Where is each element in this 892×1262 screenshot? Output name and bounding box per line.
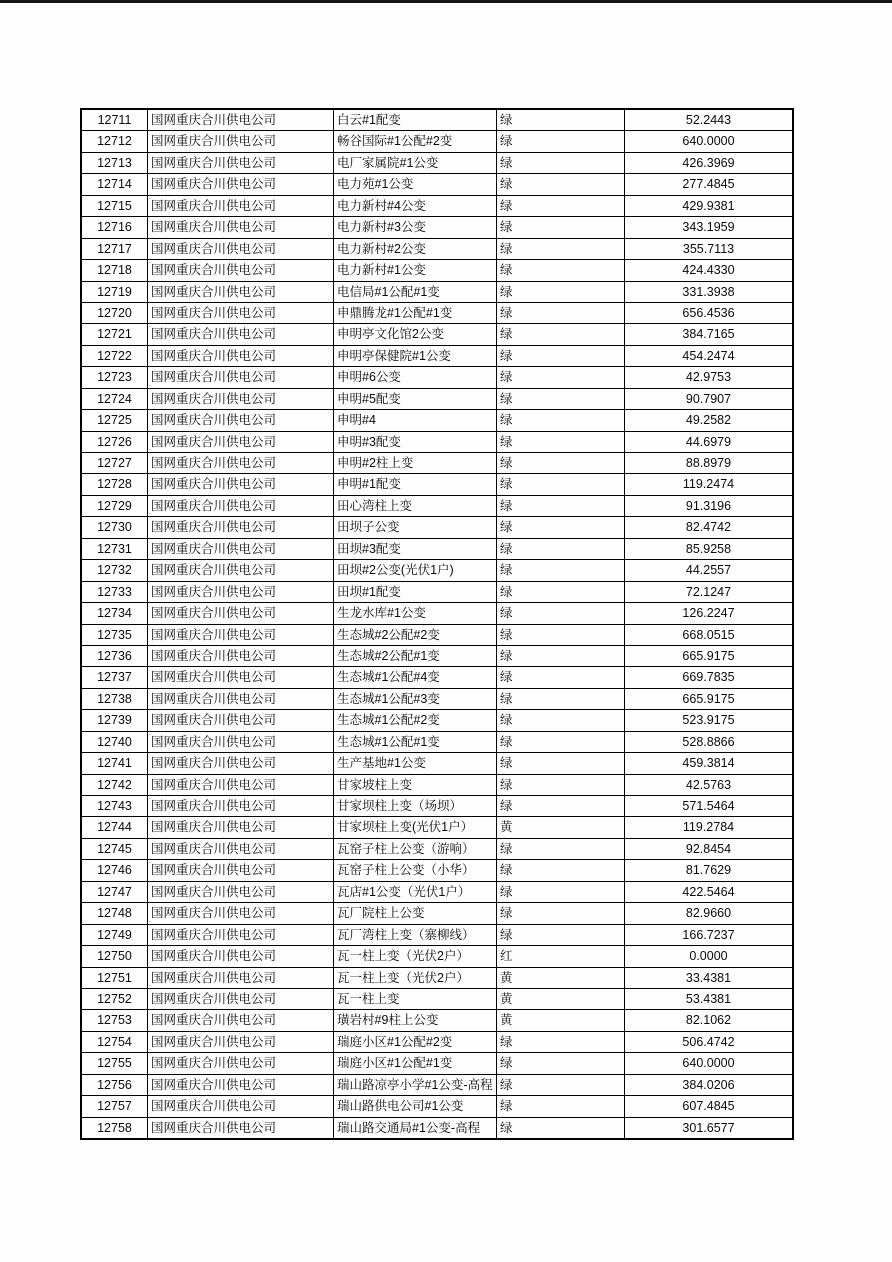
cell-company: 国网重庆合川供电公司 xyxy=(148,174,334,195)
cell-name: 电力新村#1公变 xyxy=(334,260,497,281)
cell-name: 瑞山路交通局#1公变-高程 xyxy=(334,1117,497,1139)
cell-company: 国网重庆合川供电公司 xyxy=(148,495,334,516)
cell-company: 国网重庆合川供电公司 xyxy=(148,1031,334,1052)
table-row xyxy=(81,603,793,624)
cell-id: 12724 xyxy=(81,388,148,409)
cell-status: 绿 xyxy=(497,903,625,924)
cell-company: 国网重庆合川供电公司 xyxy=(148,667,334,688)
cell-status: 绿 xyxy=(497,367,625,388)
cell-company: 国网重庆合川供电公司 xyxy=(148,281,334,302)
cell-id: 12755 xyxy=(81,1053,148,1074)
cell-name: 电力新村#3公变 xyxy=(334,217,497,238)
cell-company: 国网重庆合川供电公司 xyxy=(148,731,334,752)
table-row xyxy=(81,581,793,602)
cell-status: 绿 xyxy=(497,538,625,559)
cell-name: 瓦窑子柱上公变（小华） xyxy=(334,860,497,881)
cell-status: 黄 xyxy=(497,988,625,1009)
cell-name: 申明#4 xyxy=(334,410,497,431)
cell-status: 绿 xyxy=(497,388,625,409)
cell-value: 669.7835 xyxy=(625,667,794,688)
cell-company: 国网重庆合川供电公司 xyxy=(148,260,334,281)
cell-id: 12748 xyxy=(81,903,148,924)
cell-company: 国网重庆合川供电公司 xyxy=(148,1010,334,1031)
cell-value: 90.7907 xyxy=(625,388,794,409)
cell-status: 黄 xyxy=(497,817,625,838)
cell-name: 生态城#1公配#3变 xyxy=(334,688,497,709)
cell-company: 国网重庆合川供电公司 xyxy=(148,195,334,216)
cell-company: 国网重庆合川供电公司 xyxy=(148,581,334,602)
cell-company: 国网重庆合川供电公司 xyxy=(148,924,334,945)
cell-status: 绿 xyxy=(497,174,625,195)
cell-company: 国网重庆合川供电公司 xyxy=(148,967,334,988)
table-row xyxy=(81,1074,793,1095)
table-row xyxy=(81,495,793,516)
cell-status: 绿 xyxy=(497,302,625,323)
cell-status: 绿 xyxy=(497,474,625,495)
cell-value: 607.4845 xyxy=(625,1096,794,1117)
cell-name: 电厂家属院#1公变 xyxy=(334,152,497,173)
cell-name: 生态城#1公配#1变 xyxy=(334,731,497,752)
cell-company: 国网重庆合川供电公司 xyxy=(148,345,334,366)
cell-id: 12734 xyxy=(81,603,148,624)
cell-id: 12729 xyxy=(81,495,148,516)
table-row xyxy=(81,388,793,409)
cell-id: 12728 xyxy=(81,474,148,495)
cell-value: 571.5464 xyxy=(625,796,794,817)
cell-value: 126.2247 xyxy=(625,603,794,624)
cell-company: 国网重庆合川供电公司 xyxy=(148,131,334,152)
table-row xyxy=(81,217,793,238)
table-row xyxy=(81,345,793,366)
cell-id: 12757 xyxy=(81,1096,148,1117)
cell-status: 绿 xyxy=(497,453,625,474)
cell-name: 田心湾柱上变 xyxy=(334,495,497,516)
table-row xyxy=(81,774,793,795)
table-row xyxy=(81,731,793,752)
cell-status: 绿 xyxy=(497,131,625,152)
table-row xyxy=(81,860,793,881)
cell-status: 绿 xyxy=(497,710,625,731)
cell-company: 国网重庆合川供电公司 xyxy=(148,302,334,323)
table-row xyxy=(81,152,793,173)
cell-status: 绿 xyxy=(497,688,625,709)
cell-name: 瓦一柱上变（光伏2户） xyxy=(334,967,497,988)
cell-value: 119.2784 xyxy=(625,817,794,838)
cell-name: 瑞山路供电公司#1公变 xyxy=(334,1096,497,1117)
cell-id: 12750 xyxy=(81,946,148,967)
cell-id: 12738 xyxy=(81,688,148,709)
table-row xyxy=(81,988,793,1009)
cell-value: 166.7237 xyxy=(625,924,794,945)
table-row xyxy=(81,410,793,431)
cell-name: 瓦厂湾柱上变（寨柳线） xyxy=(334,924,497,945)
cell-value: 424.4330 xyxy=(625,260,794,281)
cell-company: 国网重庆合川供电公司 xyxy=(148,517,334,538)
cell-status: 绿 xyxy=(497,324,625,345)
cell-id: 12741 xyxy=(81,753,148,774)
cell-value: 422.5464 xyxy=(625,881,794,902)
cell-name: 电力苑#1公变 xyxy=(334,174,497,195)
cell-company: 国网重庆合川供电公司 xyxy=(148,817,334,838)
cell-status: 绿 xyxy=(497,667,625,688)
cell-id: 12739 xyxy=(81,710,148,731)
cell-company: 国网重庆合川供电公司 xyxy=(148,474,334,495)
cell-company: 国网重庆合川供电公司 xyxy=(148,324,334,345)
cell-company: 国网重庆合川供电公司 xyxy=(148,1096,334,1117)
cell-name: 白云#1配变 xyxy=(334,109,497,131)
cell-value: 42.9753 xyxy=(625,367,794,388)
cell-name: 生龙水库#1公变 xyxy=(334,603,497,624)
cell-company: 国网重庆合川供电公司 xyxy=(148,988,334,1009)
cell-value: 52.2443 xyxy=(625,109,794,131)
cell-value: 528.8866 xyxy=(625,731,794,752)
table-row xyxy=(81,260,793,281)
cell-company: 国网重庆合川供电公司 xyxy=(148,238,334,259)
cell-company: 国网重庆合川供电公司 xyxy=(148,603,334,624)
cell-name: 申明#6公变 xyxy=(334,367,497,388)
table-row xyxy=(81,838,793,859)
cell-value: 0.0000 xyxy=(625,946,794,967)
cell-status: 绿 xyxy=(497,603,625,624)
cell-value: 81.7629 xyxy=(625,860,794,881)
cell-status: 黄 xyxy=(497,1010,625,1031)
cell-name: 电力新村#2公变 xyxy=(334,238,497,259)
cell-id: 12717 xyxy=(81,238,148,259)
cell-name: 申明#3配变 xyxy=(334,431,497,452)
cell-value: 668.0515 xyxy=(625,624,794,645)
cell-company: 国网重庆合川供电公司 xyxy=(148,410,334,431)
records-table-body xyxy=(81,109,793,1139)
cell-value: 459.3814 xyxy=(625,753,794,774)
cell-status: 绿 xyxy=(497,238,625,259)
cell-value: 454.2474 xyxy=(625,345,794,366)
cell-company: 国网重庆合川供电公司 xyxy=(148,688,334,709)
cell-name: 申明#1配变 xyxy=(334,474,497,495)
cell-company: 国网重庆合川供电公司 xyxy=(148,109,334,131)
cell-value: 82.1062 xyxy=(625,1010,794,1031)
cell-status: 绿 xyxy=(497,431,625,452)
cell-status: 绿 xyxy=(497,1096,625,1117)
cell-id: 12725 xyxy=(81,410,148,431)
table-row xyxy=(81,517,793,538)
cell-value: 384.7165 xyxy=(625,324,794,345)
cell-status: 绿 xyxy=(497,109,625,131)
table-row xyxy=(81,796,793,817)
cell-value: 523.9175 xyxy=(625,710,794,731)
cell-id: 12723 xyxy=(81,367,148,388)
cell-company: 国网重庆合川供电公司 xyxy=(148,710,334,731)
cell-name: 申明#5配变 xyxy=(334,388,497,409)
cell-id: 12714 xyxy=(81,174,148,195)
cell-name: 瑞庭小区#1公配#2变 xyxy=(334,1031,497,1052)
cell-name: 瑞庭小区#1公配#1变 xyxy=(334,1053,497,1074)
table-row xyxy=(81,367,793,388)
cell-status: 绿 xyxy=(497,152,625,173)
cell-status: 绿 xyxy=(497,195,625,216)
cell-company: 国网重庆合川供电公司 xyxy=(148,453,334,474)
cell-value: 85.9258 xyxy=(625,538,794,559)
cell-value: 506.4742 xyxy=(625,1031,794,1052)
cell-value: 82.4742 xyxy=(625,517,794,538)
cell-name: 瓦一柱上变（光伏2户） xyxy=(334,946,497,967)
cell-id: 12753 xyxy=(81,1010,148,1031)
cell-id: 12754 xyxy=(81,1031,148,1052)
cell-id: 12731 xyxy=(81,538,148,559)
cell-status: 绿 xyxy=(497,495,625,516)
cell-id: 12736 xyxy=(81,645,148,666)
cell-name: 瓦店#1公变（光伏1户） xyxy=(334,881,497,902)
cell-company: 国网重庆合川供电公司 xyxy=(148,796,334,817)
cell-id: 12742 xyxy=(81,774,148,795)
cell-status: 绿 xyxy=(497,410,625,431)
cell-id: 12749 xyxy=(81,924,148,945)
cell-id: 12756 xyxy=(81,1074,148,1095)
cell-company: 国网重庆合川供电公司 xyxy=(148,753,334,774)
table-row xyxy=(81,1031,793,1052)
table-row xyxy=(81,881,793,902)
cell-name: 畅谷国际#1公配#2变 xyxy=(334,131,497,152)
table-row xyxy=(81,281,793,302)
cell-value: 384.0206 xyxy=(625,1074,794,1095)
cell-name: 电信局#1公配#1变 xyxy=(334,281,497,302)
cell-id: 12721 xyxy=(81,324,148,345)
cell-id: 12726 xyxy=(81,431,148,452)
cell-id: 12715 xyxy=(81,195,148,216)
cell-id: 12719 xyxy=(81,281,148,302)
records-table xyxy=(80,108,794,1140)
cell-company: 国网重庆合川供电公司 xyxy=(148,152,334,173)
cell-company: 国网重庆合川供电公司 xyxy=(148,946,334,967)
table-row xyxy=(81,710,793,731)
cell-status: 绿 xyxy=(497,1031,625,1052)
cell-company: 国网重庆合川供电公司 xyxy=(148,645,334,666)
cell-id: 12713 xyxy=(81,152,148,173)
cell-company: 国网重庆合川供电公司 xyxy=(148,1053,334,1074)
cell-status: 绿 xyxy=(497,796,625,817)
cell-status: 绿 xyxy=(497,753,625,774)
cell-id: 12720 xyxy=(81,302,148,323)
cell-name: 生产基地#1公变 xyxy=(334,753,497,774)
cell-name: 田坝#2公变(光伏1户) xyxy=(334,560,497,581)
cell-company: 国网重庆合川供电公司 xyxy=(148,903,334,924)
cell-id: 12716 xyxy=(81,217,148,238)
cell-status: 绿 xyxy=(497,581,625,602)
cell-value: 91.3196 xyxy=(625,495,794,516)
cell-value: 640.0000 xyxy=(625,1053,794,1074)
cell-id: 12735 xyxy=(81,624,148,645)
cell-company: 国网重庆合川供电公司 xyxy=(148,367,334,388)
cell-name: 瑞山路凉亭小学#1公变-高程 xyxy=(334,1074,497,1095)
cell-id: 12727 xyxy=(81,453,148,474)
cell-status: 绿 xyxy=(497,774,625,795)
cell-value: 277.4845 xyxy=(625,174,794,195)
cell-name: 田坝#1配变 xyxy=(334,581,497,602)
table-row xyxy=(81,431,793,452)
table-row xyxy=(81,109,793,131)
cell-name: 生态城#2公配#1变 xyxy=(334,645,497,666)
cell-status: 绿 xyxy=(497,1117,625,1139)
cell-name: 申明亭保健院#1公变 xyxy=(334,345,497,366)
cell-status: 绿 xyxy=(497,1053,625,1074)
cell-value: 355.7113 xyxy=(625,238,794,259)
cell-status: 绿 xyxy=(497,838,625,859)
table-row xyxy=(81,924,793,945)
cell-value: 656.4536 xyxy=(625,302,794,323)
cell-id: 12722 xyxy=(81,345,148,366)
cell-id: 12711 xyxy=(81,109,148,131)
cell-value: 119.2474 xyxy=(625,474,794,495)
cell-name: 瓦一柱上变 xyxy=(334,988,497,1009)
cell-id: 12751 xyxy=(81,967,148,988)
cell-value: 53.4381 xyxy=(625,988,794,1009)
cell-id: 12737 xyxy=(81,667,148,688)
cell-company: 国网重庆合川供电公司 xyxy=(148,624,334,645)
cell-name: 申明亭文化馆2公变 xyxy=(334,324,497,345)
cell-value: 49.2582 xyxy=(625,410,794,431)
cell-value: 426.3969 xyxy=(625,152,794,173)
cell-value: 92.8454 xyxy=(625,838,794,859)
table-row xyxy=(81,817,793,838)
cell-value: 33.4381 xyxy=(625,967,794,988)
cell-status: 绿 xyxy=(497,731,625,752)
cell-name: 瓦厂院柱上公变 xyxy=(334,903,497,924)
table-row xyxy=(81,195,793,216)
table-row xyxy=(81,560,793,581)
table-row xyxy=(81,645,793,666)
cell-id: 12718 xyxy=(81,260,148,281)
cell-name: 电力新村#4公变 xyxy=(334,195,497,216)
cell-status: 绿 xyxy=(497,881,625,902)
table-row xyxy=(81,688,793,709)
cell-name: 生态城#1公配#2变 xyxy=(334,710,497,731)
table-row xyxy=(81,946,793,967)
cell-name: 甘家坝柱上变(光伏1户） xyxy=(334,817,497,838)
table-row xyxy=(81,324,793,345)
cell-status: 绿 xyxy=(497,624,625,645)
table-row xyxy=(81,1096,793,1117)
cell-value: 343.1959 xyxy=(625,217,794,238)
cell-id: 12733 xyxy=(81,581,148,602)
cell-company: 国网重庆合川供电公司 xyxy=(148,560,334,581)
cell-id: 12730 xyxy=(81,517,148,538)
table-row xyxy=(81,1010,793,1031)
cell-name: 甘家坡柱上变 xyxy=(334,774,497,795)
cell-status: 红 xyxy=(497,946,625,967)
cell-status: 绿 xyxy=(497,260,625,281)
cell-id: 12744 xyxy=(81,817,148,838)
cell-status: 绿 xyxy=(497,645,625,666)
cell-status: 绿 xyxy=(497,345,625,366)
cell-name: 申明#2柱上变 xyxy=(334,453,497,474)
cell-value: 88.8979 xyxy=(625,453,794,474)
cell-name: 甘家坝柱上变（场坝） xyxy=(334,796,497,817)
cell-status: 绿 xyxy=(497,1074,625,1095)
cell-value: 429.9381 xyxy=(625,195,794,216)
cell-value: 665.9175 xyxy=(625,645,794,666)
cell-company: 国网重庆合川供电公司 xyxy=(148,838,334,859)
cell-value: 665.9175 xyxy=(625,688,794,709)
cell-name: 生态城#2公配#2变 xyxy=(334,624,497,645)
cell-value: 301.6577 xyxy=(625,1117,794,1139)
cell-id: 12752 xyxy=(81,988,148,1009)
cell-company: 国网重庆合川供电公司 xyxy=(148,1117,334,1139)
cell-value: 44.6979 xyxy=(625,431,794,452)
table-row xyxy=(81,174,793,195)
cell-name: 申鼎腾龙#1公配#1变 xyxy=(334,302,497,323)
cell-value: 42.5763 xyxy=(625,774,794,795)
cell-id: 12758 xyxy=(81,1117,148,1139)
cell-value: 72.1247 xyxy=(625,581,794,602)
cell-company: 国网重庆合川供电公司 xyxy=(148,774,334,795)
cell-name: 生态城#1公配#4变 xyxy=(334,667,497,688)
table-row xyxy=(81,1117,793,1139)
page-top-rule xyxy=(0,0,892,3)
table-row xyxy=(81,238,793,259)
cell-status: 绿 xyxy=(497,924,625,945)
cell-name: 田坝子公变 xyxy=(334,517,497,538)
cell-value: 44.2557 xyxy=(625,560,794,581)
table-row xyxy=(81,1053,793,1074)
cell-value: 331.3938 xyxy=(625,281,794,302)
table-row xyxy=(81,453,793,474)
cell-company: 国网重庆合川供电公司 xyxy=(148,388,334,409)
cell-value: 640.0000 xyxy=(625,131,794,152)
cell-status: 绿 xyxy=(497,860,625,881)
cell-id: 12740 xyxy=(81,731,148,752)
cell-company: 国网重庆合川供电公司 xyxy=(148,1074,334,1095)
cell-value: 82.9660 xyxy=(625,903,794,924)
cell-status: 绿 xyxy=(497,217,625,238)
cell-id: 12712 xyxy=(81,131,148,152)
cell-id: 12746 xyxy=(81,860,148,881)
table-row xyxy=(81,903,793,924)
cell-status: 黄 xyxy=(497,967,625,988)
table-row xyxy=(81,131,793,152)
cell-name: 瓦窑子柱上公变（游响） xyxy=(334,838,497,859)
table-row xyxy=(81,302,793,323)
cell-company: 国网重庆合川供电公司 xyxy=(148,881,334,902)
cell-status: 绿 xyxy=(497,517,625,538)
cell-company: 国网重庆合川供电公司 xyxy=(148,431,334,452)
cell-company: 国网重庆合川供电公司 xyxy=(148,217,334,238)
cell-status: 绿 xyxy=(497,281,625,302)
cell-id: 12743 xyxy=(81,796,148,817)
cell-company: 国网重庆合川供电公司 xyxy=(148,538,334,559)
cell-id: 12745 xyxy=(81,838,148,859)
cell-status: 绿 xyxy=(497,560,625,581)
table-row xyxy=(81,967,793,988)
table-row xyxy=(81,667,793,688)
table-row xyxy=(81,474,793,495)
cell-name: 璜岩村#9柱上公变 xyxy=(334,1010,497,1031)
table-row xyxy=(81,624,793,645)
cell-company: 国网重庆合川供电公司 xyxy=(148,860,334,881)
cell-id: 12732 xyxy=(81,560,148,581)
cell-id: 12747 xyxy=(81,881,148,902)
table-row xyxy=(81,753,793,774)
cell-name: 田坝#3配变 xyxy=(334,538,497,559)
table-row xyxy=(81,538,793,559)
